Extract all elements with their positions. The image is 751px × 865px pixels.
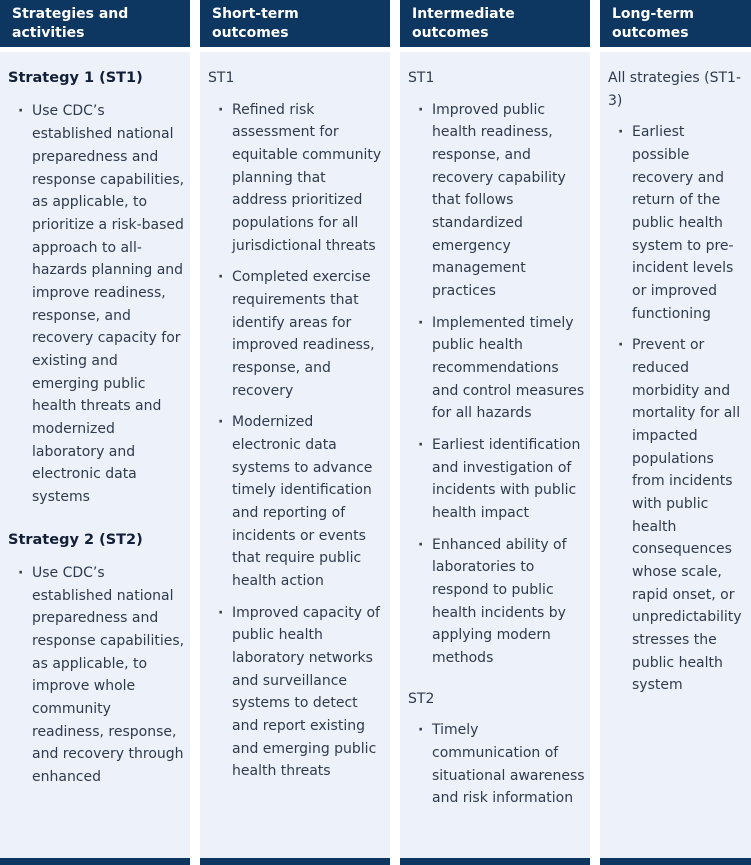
next-row-edge xyxy=(0,858,190,865)
bullet-item: · Improved public health readiness, response, and recovery capability that follows standardized emergency management practices xyxy=(408,99,585,303)
header-line: outcomes xyxy=(612,24,689,41)
bullet-item: · Completed exercise requirements that identify areas for improved readiness, response, and recovery xyxy=(208,266,385,402)
column-body-strategies-activities xyxy=(0,52,190,858)
all-strategies-section xyxy=(608,67,746,697)
st1-section xyxy=(408,67,585,670)
strategy-2-section xyxy=(8,529,185,789)
strategy-2-bullets xyxy=(8,562,185,789)
bullet-item: · Implemented timely public health recommendations and control measures for all hazards xyxy=(408,312,585,425)
bullet-item: · Use CDC’s established national preparedness and response capabilities, as applicable, to improve whole community readiness, response, and recovery through enhanced xyxy=(8,562,185,789)
next-row-edge xyxy=(400,858,590,865)
strategy-1-heading: Strategy 1 (ST1) xyxy=(8,70,143,86)
strategy-2-heading: Strategy 2 (ST2) xyxy=(8,531,143,548)
header-line: outcomes xyxy=(412,24,489,41)
bullet-item: · Earliest possible recovery and return of the public health system to pre-incident levels or improved functioning xyxy=(608,121,746,325)
all-strategies-bullets xyxy=(608,121,746,697)
column-body-short-term-outcomes xyxy=(200,52,390,858)
bullet-item: · Use CDC’s established national preparedness and response capabilities, as applicable, to prioritize a risk-based approach to all-hazards planning and improve readiness, response, and recovery capacity for existing and emerging public health threats and modernized laboratory and electronic data systems xyxy=(8,100,185,508)
header-line: Short-term outcomes xyxy=(212,6,299,41)
column-intermediate-outcomes xyxy=(400,0,590,865)
column-strategies-activities xyxy=(0,0,190,865)
column-header-intermediate-outcomes xyxy=(400,0,590,47)
strategy-1-bullets xyxy=(8,100,185,508)
column-body-long-term-outcomes xyxy=(600,52,751,858)
st1-label: ST1 xyxy=(408,70,435,86)
header-line: activities xyxy=(12,24,85,41)
bullet-item: · Enhanced ability of laboratories to respond to public health incidents by applying modern methods xyxy=(408,534,585,670)
st2-bullets xyxy=(408,719,585,810)
bullet-item: · Modernized electronic data systems to advance timely identification and reporting of incidents or events that require public health action xyxy=(208,411,385,592)
next-row-edge xyxy=(600,858,751,865)
bullet-item: · Prevent or reduced morbidity and mortality for all impacted populations from incidents with public health consequences whose scale, rapid onset, or unpredictability stresses the public health system xyxy=(608,334,746,697)
column-header-long-term-outcomes xyxy=(600,0,751,47)
st1-bullets xyxy=(408,99,585,670)
strategy-1-section xyxy=(8,67,185,509)
column-header-strategies-activities xyxy=(0,0,190,47)
st1-bullets xyxy=(208,99,385,783)
header-line: Strategies and xyxy=(12,6,129,23)
next-row-edge xyxy=(200,858,390,865)
st1-section xyxy=(208,67,385,783)
header-line: Intermediate xyxy=(412,6,515,23)
header-line: Long-term xyxy=(612,6,695,23)
column-short-term-outcomes xyxy=(200,0,390,865)
st2-section xyxy=(408,688,585,810)
st2-label: ST2 xyxy=(408,690,435,707)
bullet-item: · Refined risk assessment for equitable community planning that address prioritized populations for all jurisdictional threats xyxy=(208,99,385,258)
all-strategies-label: All strategies (ST1-3) xyxy=(608,70,742,109)
column-header-short-term-outcomes xyxy=(200,0,390,47)
st1-label: ST1 xyxy=(208,70,235,86)
column-long-term-outcomes xyxy=(600,0,751,865)
bullet-item: · Earliest identification and investigation of incidents with public health impact xyxy=(408,434,585,525)
bullet-item: · Timely communication of situational awareness and risk information xyxy=(408,719,585,810)
column-body-intermediate-outcomes xyxy=(400,52,590,858)
bullet-item: · Improved capacity of public health laboratory networks and surveillance systems to detect and report existing and emerging public health threats xyxy=(208,602,385,783)
